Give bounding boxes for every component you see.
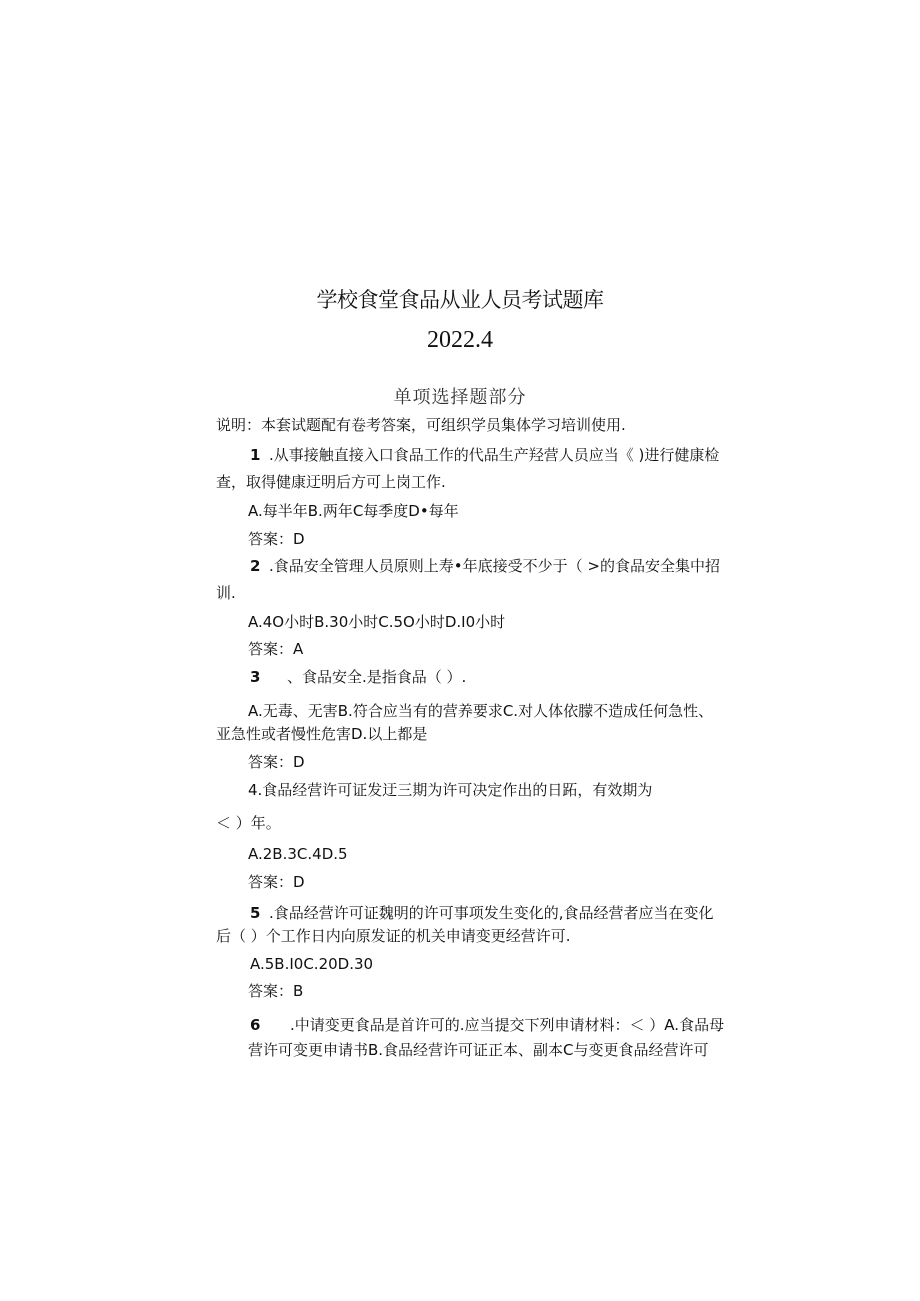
question-answer: 答案：B	[248, 982, 304, 1000]
question-answer: 答案：D	[248, 873, 305, 891]
section-heading: 单项选择题部分	[393, 387, 527, 408]
question-number: 6	[250, 1016, 261, 1034]
question-options: 亚急性或者慢性危害D.以上都是	[216, 725, 428, 743]
question-options: A.无毒、无害B.符合应当有的营养要求C.对人体依朦不造成任何急性、	[248, 702, 714, 720]
question-text-line: .食品经营许可证魏明的许可事项发生变化的,食品经营者应当在变化	[269, 904, 714, 922]
question-options: A.每半年B.两年C每季度D•每年	[248, 502, 459, 520]
question-text-line: 4.食品经营许可证发迂三期为许可决定作出的日跖，有效期为	[248, 781, 653, 799]
question-text-line: .食品安全管理人员原则上寿•年底接受不少于（ >的食品安全集中招	[269, 557, 720, 575]
question-text-line: 、食品安全.是指食品（ ）.	[287, 668, 467, 686]
question-number: 2	[250, 557, 261, 575]
document-date: 2022.4	[427, 327, 493, 353]
question-options: A.2B.3C.4D.5	[248, 845, 348, 863]
question-text-line: .从事接触直接入口食品工作的代品生产羟营人员应当《 )进行健康检	[269, 446, 720, 464]
question-text-line: 查，取得健康迂明后方可上岗工作.	[216, 473, 446, 491]
question-options: A.5B.I0C.20D.30	[250, 955, 374, 973]
question-text-line: 营许可变更申请书B.食品经营许可证正本、副本C与变更食品经营许可	[248, 1041, 709, 1059]
document-title: 学校食堂食品从业人员考试题库	[316, 288, 604, 312]
question-text-line: .中请变更食品是首许可的.应当提交下列申请材料：＜ ）A.食品母	[290, 1016, 725, 1034]
question-number: 1	[250, 446, 261, 464]
question-answer: 答案：D	[248, 753, 305, 771]
question-text-line: ＜ ）年。	[216, 814, 281, 832]
question-text-line: 后（ ）个工作日内向原发证的机关申请变更经营许可.	[216, 927, 571, 945]
question-number: 3	[250, 668, 261, 686]
question-options: A.4O小时B.30小时C.5O小时D.I0小时	[248, 613, 506, 631]
intro-note: 说明：本套试题配有卷考答案，可组织学员集体学习培训使用.	[216, 416, 626, 434]
question-answer: 答案：A	[248, 640, 304, 658]
question-answer: 答案：D	[248, 530, 305, 548]
question-text-line: 训.	[216, 584, 236, 602]
question-number: 5	[250, 904, 261, 922]
